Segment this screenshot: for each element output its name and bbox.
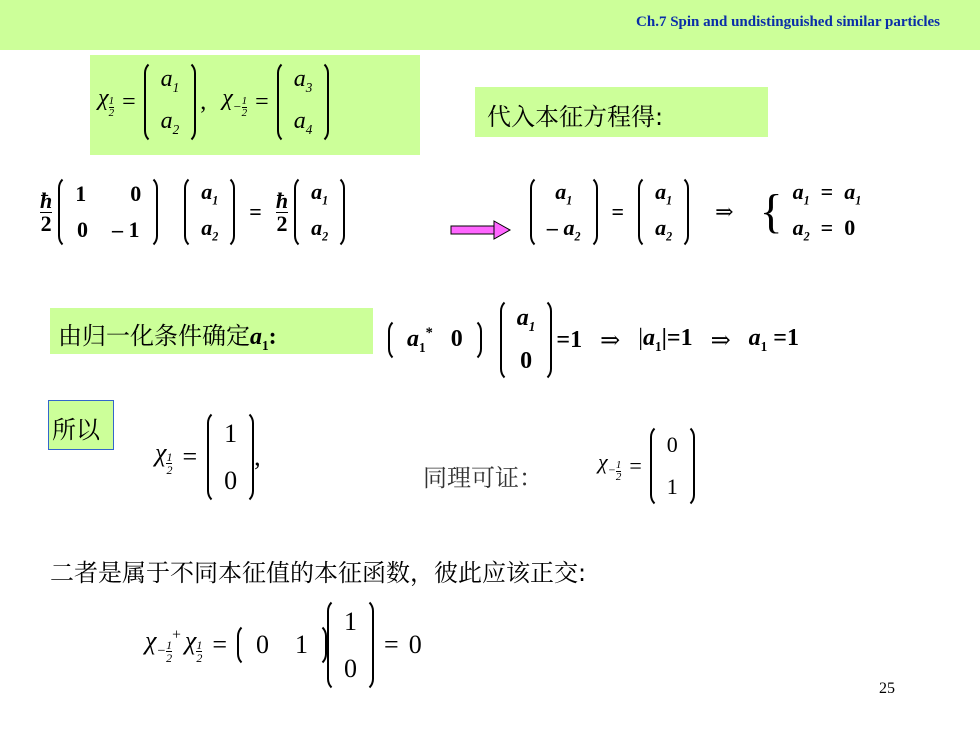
chi-minus-half: $\chi_{- \frac{1}{2}}$ [222, 84, 248, 120]
header-bar [0, 0, 980, 50]
substitute-label: 代入本征方程得: [487, 103, 664, 131]
a2-entry: $a_2$ [160, 108, 180, 137]
implies-arrow-icon [450, 219, 512, 241]
a3-entry: $a_3$ [293, 66, 313, 95]
so-label: 所以 [52, 416, 100, 444]
a1-entry: $a_1$ [160, 66, 180, 95]
normalize-label: 由归一化条件确定$a_1$: [58, 322, 277, 353]
chapter-title: Ch.7 Spin and undistinguished similar particles [636, 14, 940, 30]
orthogonality-statement: 二者是属于不同本征值的本征函数，彼此应该正交: [50, 559, 587, 587]
chi-half-result: χ $_{\frac{1}{2}}$ = 1 0 , [155, 410, 261, 504]
normalization-equation: $a_1^*$ 0 $a_1$ 0 =1 ⇒ $|a_1|=1$ ⇒ $a_1 =1$ [388, 298, 799, 382]
eigen-result: $a_1$ – $a_2$ = $a_1$ $a_2$ ⇒ { $a_1 = a_1$ $a_2 = 0$ [530, 175, 865, 255]
similar-proof-label: 同理可证： [423, 464, 543, 492]
page-number: 25 [879, 680, 895, 697]
spinor-definition: χ $_{\frac{1}{2}}$ = $a_1$ $a_2$ , $\chi_{- \frac{1}{2}}$ = $a_3$ $a_4$ [98, 60, 329, 144]
chi-half: χ $_{\frac{1}{2}}$ [98, 84, 115, 120]
orthogonality-equation: $\chi_{- \frac{1}{2}}$ + χ $_{\frac{1}{2}}$ = 0 1 1 0 = 0 [145, 598, 422, 692]
a4-entry: $a_4$ [293, 108, 313, 137]
eigen-equation: $\frac{ħ}{2}$ 1 0 0 – 1 $a_1$ $a_2$ = $\frac{ħ}{2}$ $a_1$ $a_2$ [40, 175, 345, 249]
hbar-over-2: $\frac{ħ}{2}$ [40, 187, 53, 236]
chi-minus-half-result: $\chi_{- \frac{1}{2}}$ = 0 1 [598, 424, 695, 508]
